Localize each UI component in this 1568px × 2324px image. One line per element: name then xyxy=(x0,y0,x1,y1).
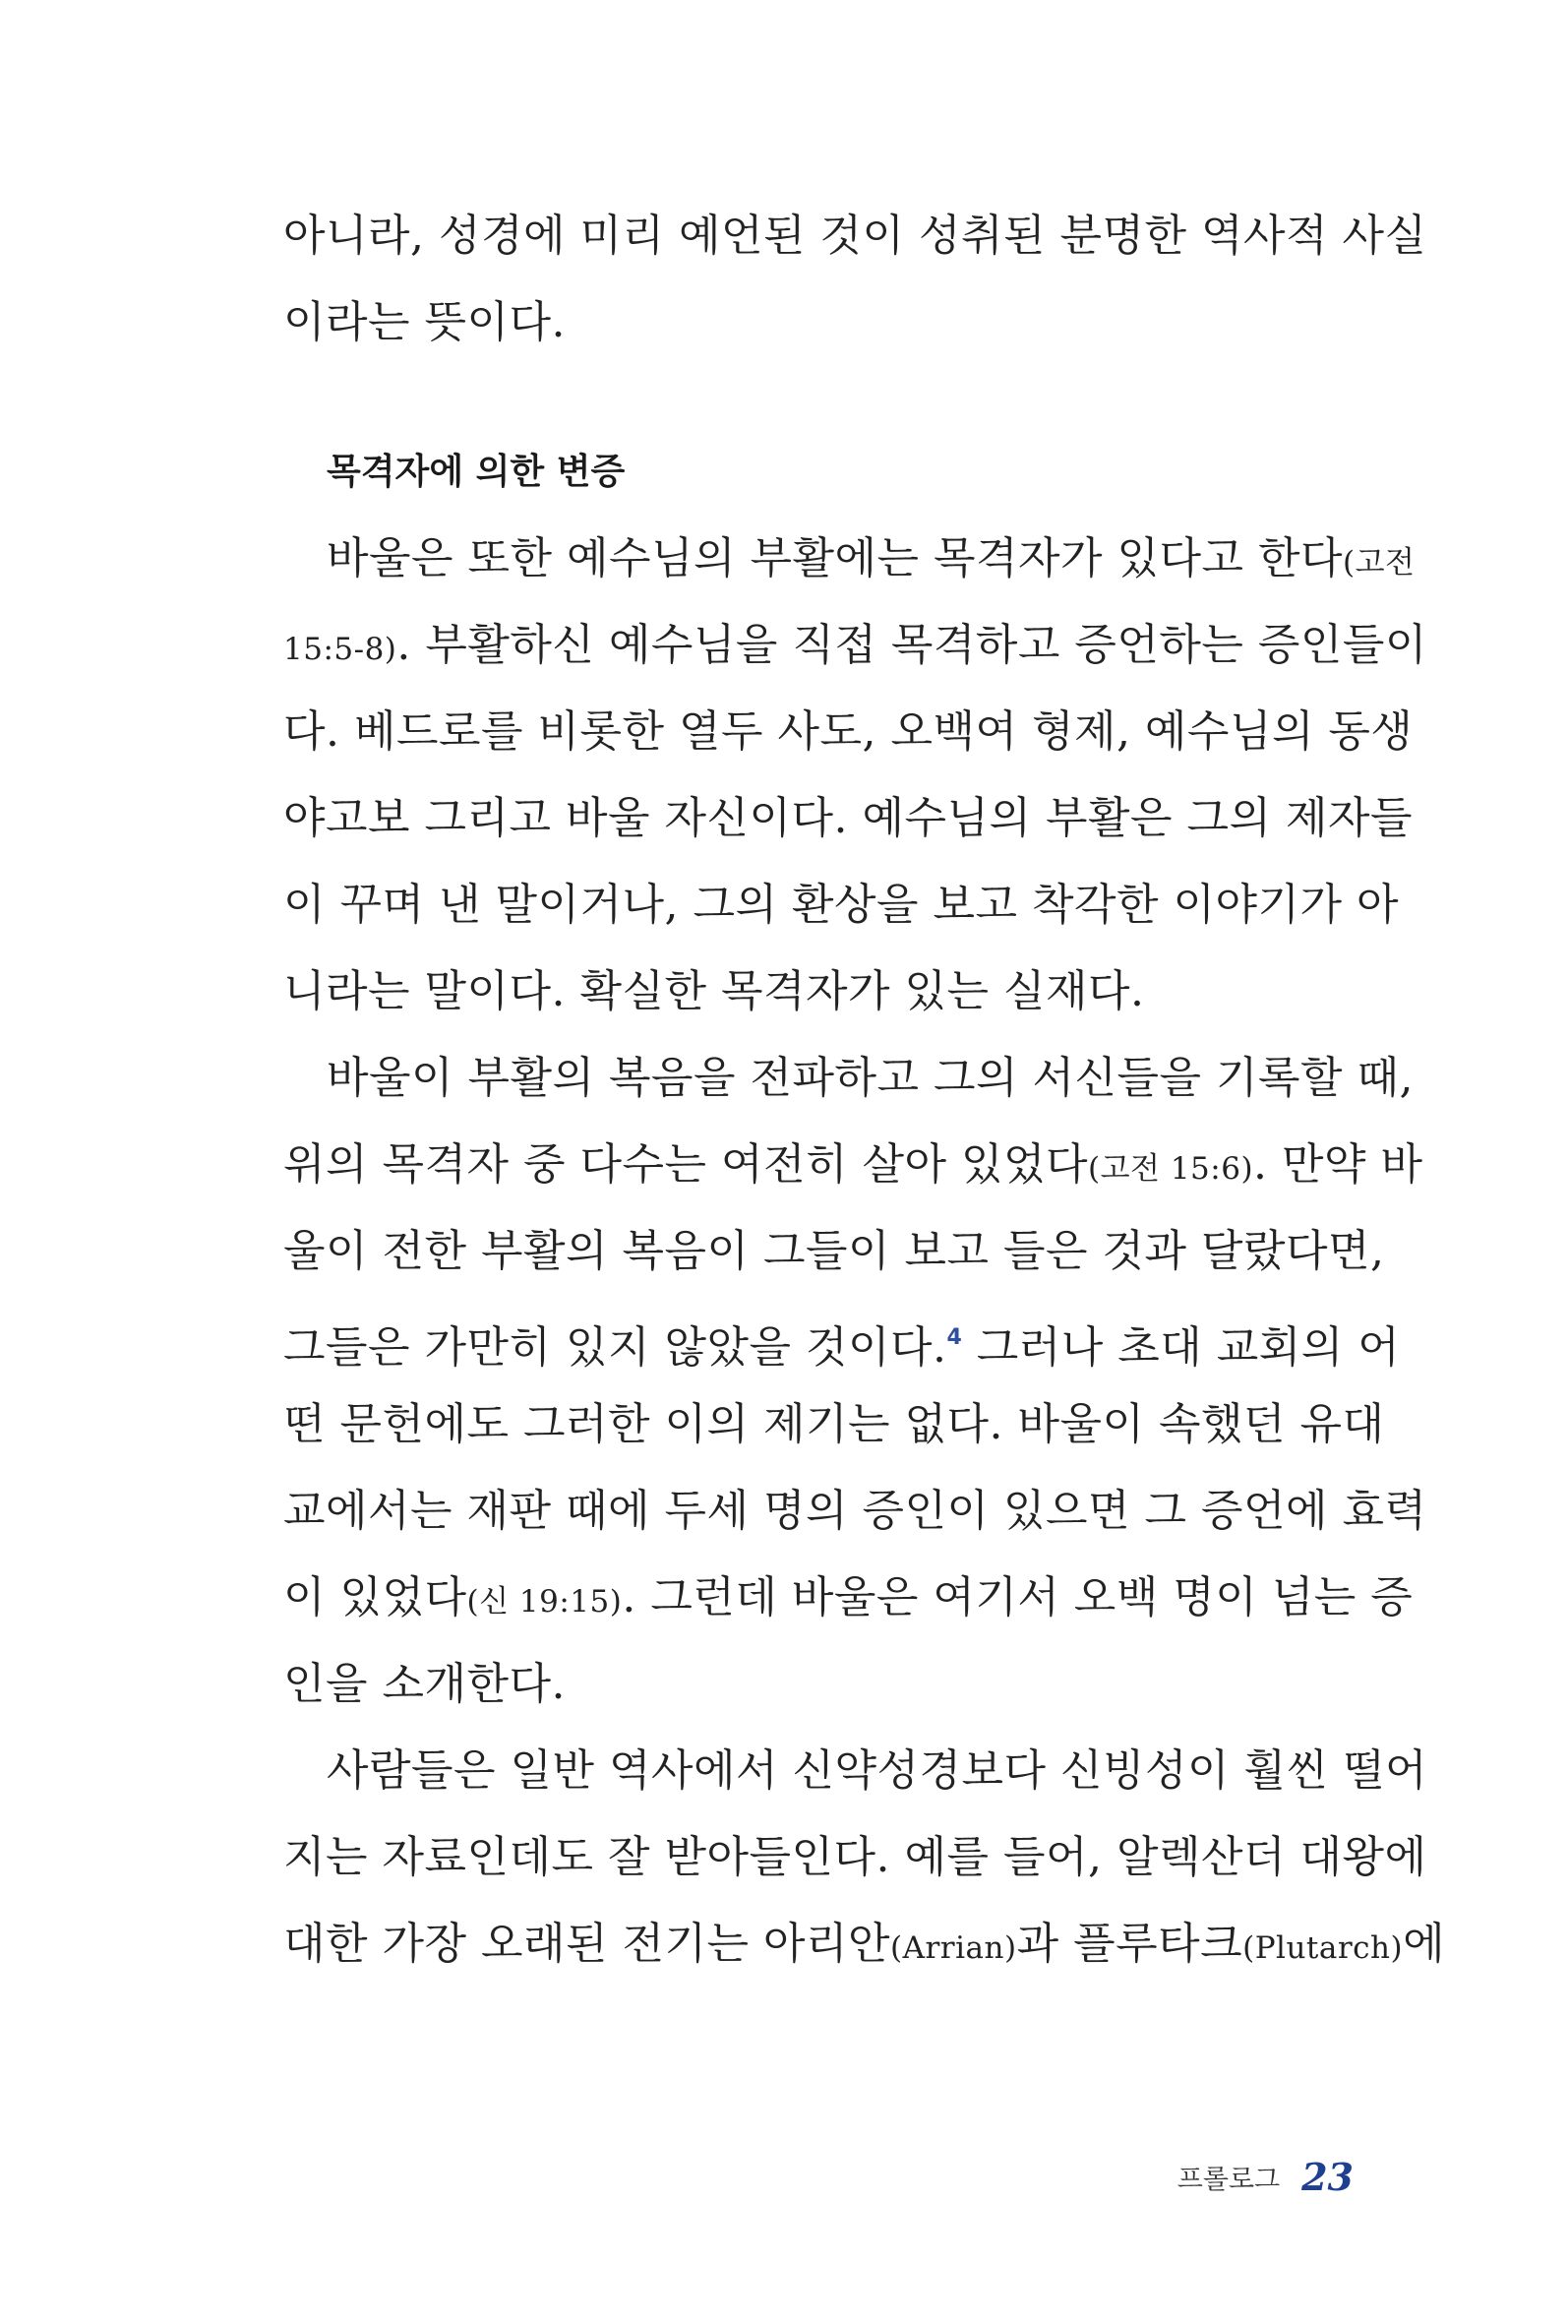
name-annotation: (Arrian) xyxy=(890,1930,1017,1966)
text-span: 바울은 또한 예수님의 부활에는 목격자가 있다고 한다 xyxy=(327,533,1344,583)
text-line xyxy=(283,1122,1423,1208)
body-text xyxy=(283,193,1446,1988)
scripture-reference: (고전 xyxy=(1343,545,1416,581)
text-line: 떤 문헌에도 그러한 이의 제기는 없다. 바울이 속했던 유대 xyxy=(283,1399,1385,1449)
section-spacer xyxy=(283,366,1356,429)
text-span: 그들은 가만히 있지 않았을 것이다. xyxy=(283,1322,947,1373)
text-line: 바울이 부활의 복음을 전파하고 그의 서신들을 기록할 때, xyxy=(327,1053,1414,1103)
text-line xyxy=(283,1555,1414,1641)
text-line: 지는 자료인데도 잘 받아들인다. 예를 들어, 알렉산더 대왕에 xyxy=(283,1832,1427,1882)
text-line: 교에서는 재판 때에 두세 명의 증인이 있으면 그 증언에 효력 xyxy=(283,1486,1427,1536)
footnote-marker[interactable]: 4 xyxy=(946,1325,963,1350)
text-span: 대한 가장 오래된 전기는 아리안 xyxy=(283,1919,890,1969)
paragraph xyxy=(283,516,1427,1035)
text-span: . 부활하신 예수님을 직접 목격하고 증언하는 증인들이 xyxy=(396,620,1427,670)
paragraph xyxy=(283,1035,1427,1728)
text-span: 이 있었다 xyxy=(283,1572,467,1622)
text-line xyxy=(283,1901,1446,1988)
text-line: 아니라, 성경에 미리 예언된 것이 성취된 분명한 역사적 사실 xyxy=(283,211,1427,261)
text-line xyxy=(283,1295,1401,1381)
text-line: 울이 전한 부활의 복음이 그들이 보고 들은 것과 달랐다면, xyxy=(283,1226,1385,1276)
text-span: . 그런데 바울은 여기서 오백 명이 넘는 증 xyxy=(622,1572,1414,1622)
scripture-reference: 15:5-8) xyxy=(283,632,397,667)
running-footer-label: 프롤로그 xyxy=(1176,2164,1281,2195)
text-line: 사람들은 일반 역사에서 신약성경보다 신빙성이 훨씬 떨어 xyxy=(327,1745,1428,1796)
section-heading: 목격자에 의한 변증 xyxy=(327,452,626,492)
text-line xyxy=(283,516,1416,602)
text-line: 이 꾸며 낸 말이거나, 그의 환상을 보고 착각한 이야기가 아 xyxy=(283,880,1399,930)
scripture-reference: (고전 15:6) xyxy=(1087,1151,1254,1187)
text-line: 니라는 말이다. 확실한 목격자가 있는 실재다. xyxy=(283,966,1145,1016)
scripture-reference: (신 19:15) xyxy=(466,1584,623,1620)
text-span: 에 xyxy=(1403,1919,1446,1969)
paragraph-intro xyxy=(283,193,1427,366)
text-line xyxy=(283,602,1427,689)
text-line: 다. 베드로를 비롯한 열두 사도, 오백여 형제, 예수님의 동생 xyxy=(283,706,1414,757)
text-span: . 만약 바 xyxy=(1253,1139,1423,1190)
text-line: 이라는 뜻이다. xyxy=(283,297,566,347)
paragraph xyxy=(283,1728,1446,1988)
page-number: 23 xyxy=(1301,2154,1354,2199)
text-span: 그러나 초대 교회의 어 xyxy=(962,1322,1401,1373)
text-line: 인을 소개한다. xyxy=(283,1659,566,1709)
name-annotation: (Plutarch) xyxy=(1242,1930,1404,1966)
page-footer xyxy=(1177,2147,1354,2206)
text-span: 과 플루타크 xyxy=(1016,1919,1243,1969)
text-span: 위의 목격자 중 다수는 여전히 살아 있었다 xyxy=(283,1139,1088,1190)
text-line: 야고보 그리고 바울 자신이다. 예수님의 부활은 그의 제자들 xyxy=(283,793,1413,843)
